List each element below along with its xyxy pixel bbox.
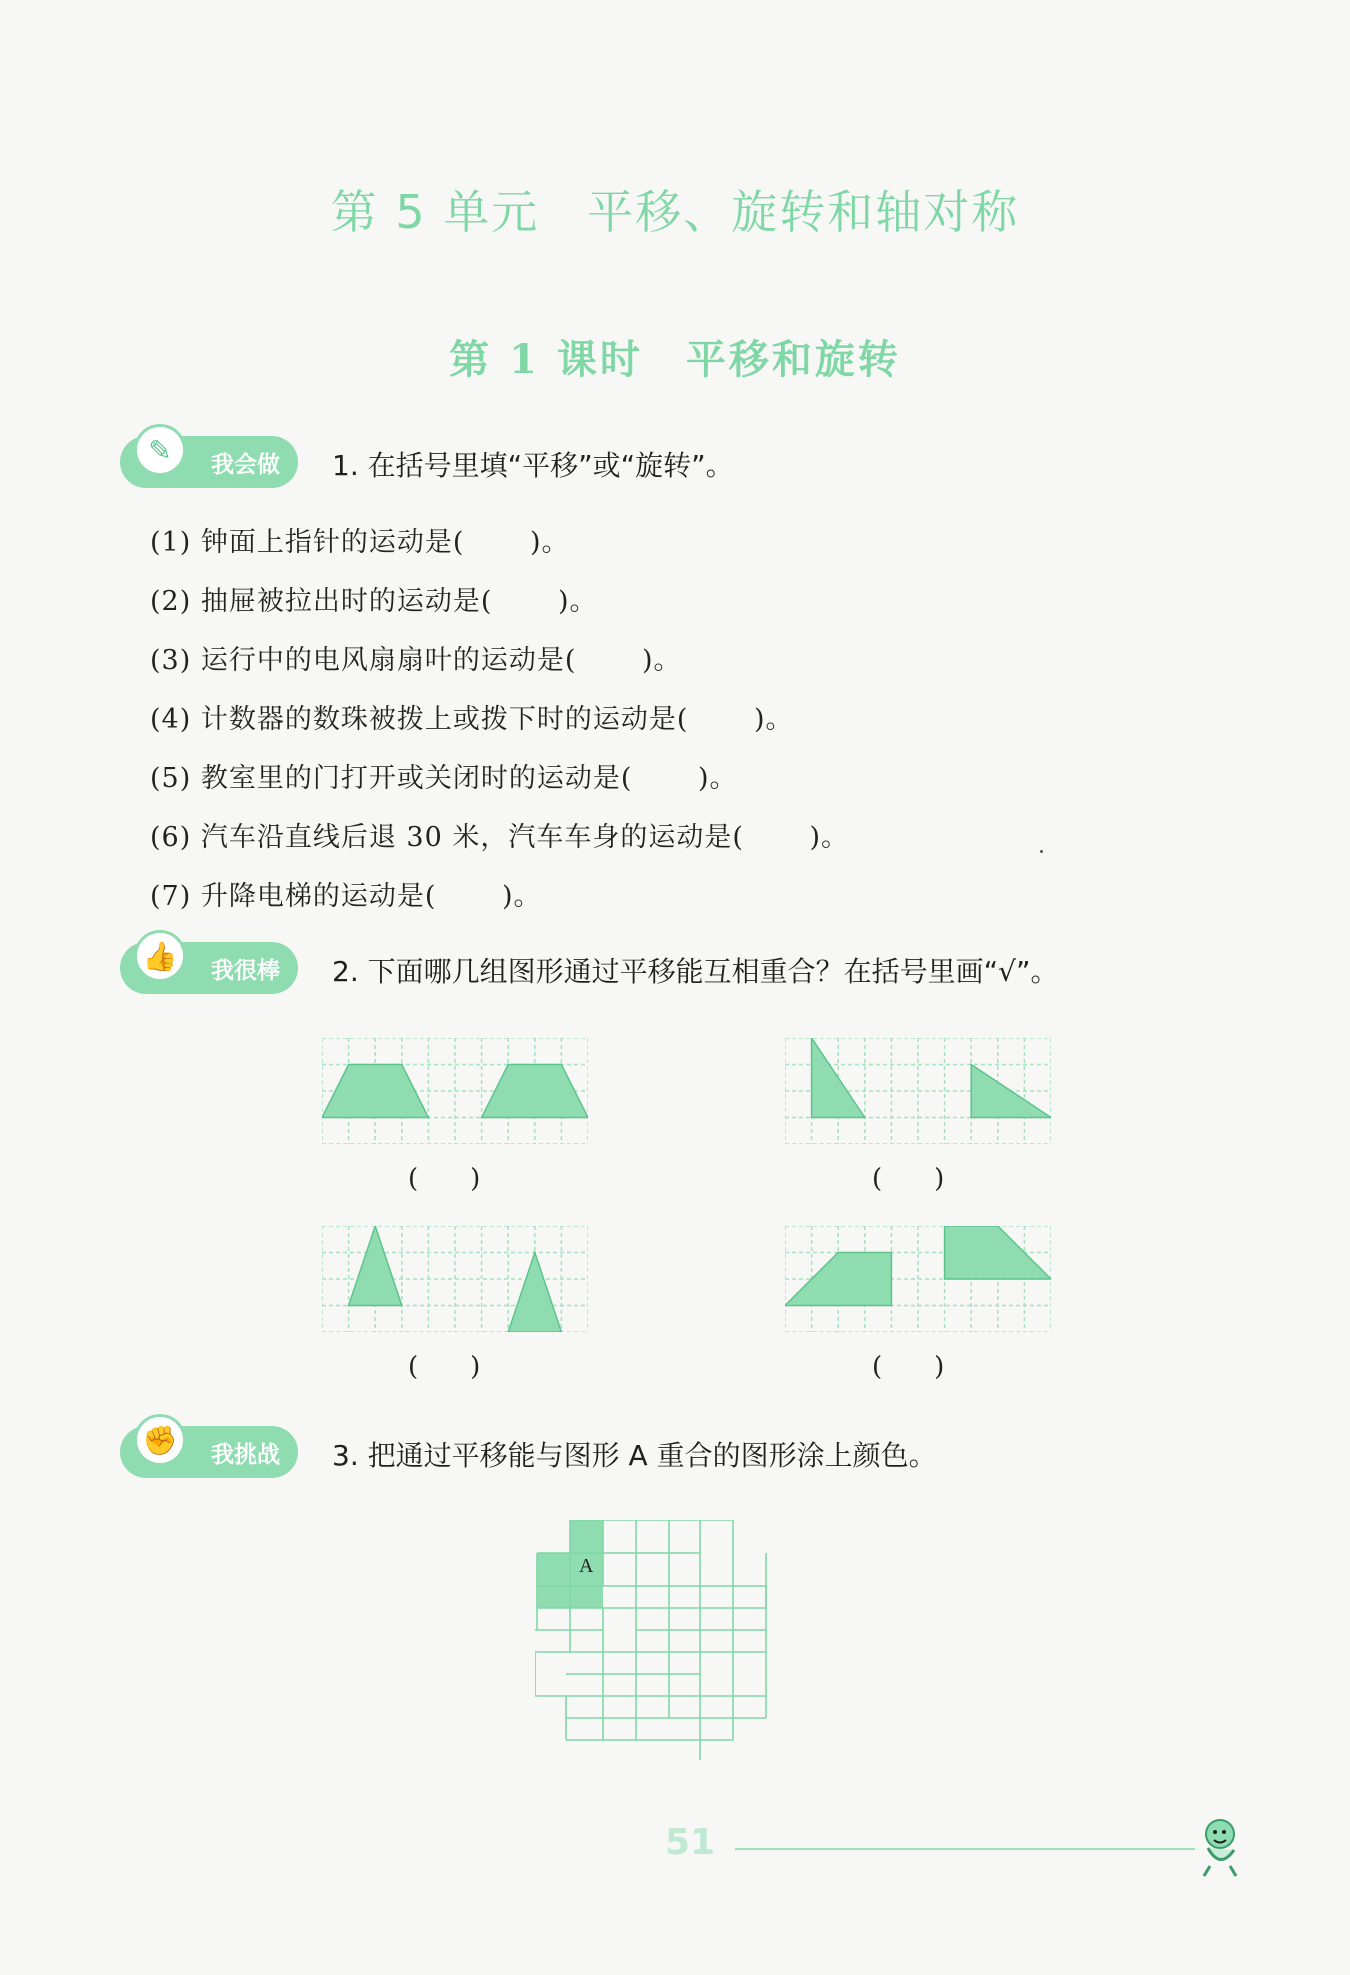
isosceles-triangle-shape: [508, 1253, 561, 1333]
stray-dot: [1040, 850, 1043, 853]
shape-a-fill: [570, 1586, 603, 1608]
badge-label: 我很棒: [211, 957, 280, 984]
trapezoid-shape: [482, 1065, 588, 1118]
shape-a-fill: [570, 1520, 603, 1553]
grid-pair-trapezoids: [322, 1038, 588, 1144]
unit-title: 第 5 单元 平移、旋转和轴对称: [330, 185, 1020, 239]
footer-line: [735, 1848, 1195, 1850]
answer-blank-2[interactable]: ( ): [872, 1164, 945, 1194]
grid-pair-right-triangles: [785, 1038, 1051, 1144]
badge-label: 我会做: [211, 451, 280, 478]
tessellation-grid: [535, 1520, 835, 1760]
shape-a-label: A: [579, 1555, 594, 1577]
page-number: 51: [665, 1822, 716, 1863]
badge-i-can-do: [120, 433, 298, 488]
question-1-item-1: (1) 钟面上指针的运动是( )。: [150, 527, 570, 558]
right-triangle-shape: [812, 1038, 865, 1118]
thumbs-up-icon: 👍: [134, 930, 186, 982]
question-1-item-7: (7) 升降电梯的运动是( )。: [150, 881, 542, 912]
grid-pair-isosceles-triangles: [322, 1226, 588, 1332]
mascot-icon: [1190, 1810, 1260, 1880]
fist-icon: ✊: [134, 1414, 186, 1466]
question-3: 3. 把通过平移能与图形 A 重合的图形涂上颜色。: [332, 1439, 937, 1472]
shape-a-fill: [537, 1553, 570, 1608]
lesson-title: 第 1 课时 平移和旋转: [449, 336, 901, 383]
question-1-item-2: (2) 抽屉被拉出时的运动是( )。: [150, 586, 598, 617]
grid-pair-quadrilaterals: [785, 1226, 1051, 1332]
badge-i-am-great: [120, 939, 298, 994]
question-1-item-3: (3) 运行中的电风扇扇叶的运动是( )。: [150, 645, 682, 676]
answer-blank-4[interactable]: ( ): [872, 1352, 945, 1382]
answer-blank-3[interactable]: ( ): [408, 1352, 481, 1382]
trapezoid-shape: [322, 1065, 428, 1118]
badge-i-challenge: [120, 1423, 298, 1478]
question-1-item-4: (4) 计数器的数珠被拨上或拨下时的运动是( )。: [150, 704, 794, 735]
question-1-item-5: (5) 教室里的门打开或关闭时的运动是( )。: [150, 763, 738, 794]
question-2: 2. 下面哪几组图形通过平移能互相重合？在括号里画“√”。: [332, 955, 1059, 988]
question-1-item-6: (6) 汽车沿直线后退 30 米，汽车车身的运动是( )。: [150, 822, 849, 853]
badge-label: 我挑战: [211, 1441, 280, 1468]
question-1: 1. 在括号里填“平移”或“旋转”。: [332, 449, 734, 482]
answer-blank-1[interactable]: ( ): [408, 1164, 481, 1194]
pencil-icon: ✎: [134, 424, 186, 476]
quadrilateral-shape: [945, 1226, 1051, 1279]
isosceles-triangle-shape: [349, 1226, 402, 1306]
